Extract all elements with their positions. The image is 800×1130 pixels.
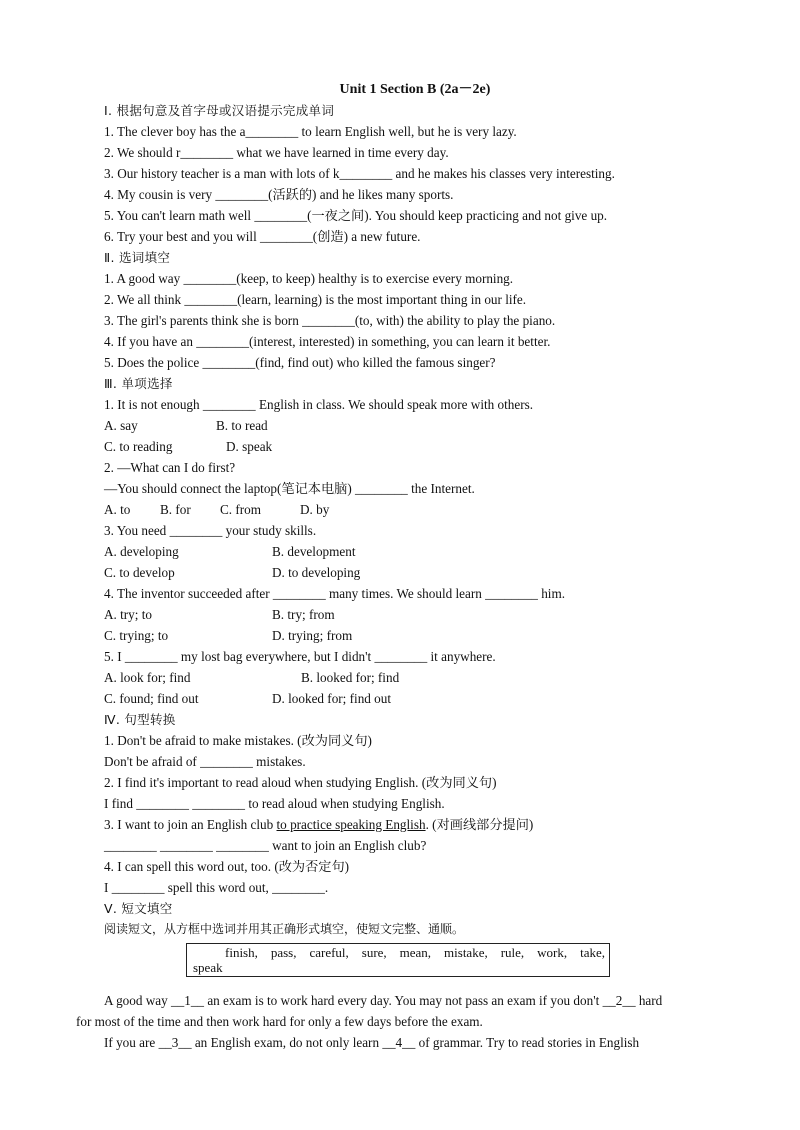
- section-4-heading: Ⅳ. 句型转换: [104, 712, 176, 727]
- p1-mid: an exam is to work hard every day. You may not pass an exam if you don't: [204, 993, 603, 1008]
- s4-a1: Don't be afraid of ________ mistakes.: [104, 754, 306, 769]
- s3-q2-options: [104, 499, 726, 520]
- section-2-heading: Ⅱ. 选词填空: [104, 250, 171, 265]
- s1-item-6: 6. Try your best and you will ________(创造) a new future.: [104, 229, 421, 244]
- passage-line: for most of the time and then work hard for only a few days before the exam.: [76, 1014, 483, 1029]
- word-box-line-2: speak: [193, 960, 223, 975]
- page-title: Unit 1 Section B (2a－2e): [339, 82, 491, 97]
- blank-2: __2__: [602, 993, 636, 1008]
- p2-mid: an English exam, do not only learn: [191, 1035, 383, 1050]
- option-d: D. trying; from: [272, 628, 353, 643]
- option-a: A. look for; find: [104, 670, 191, 685]
- s3-q3-options-row2: [104, 562, 726, 583]
- blank-4: __4__: [382, 1035, 416, 1050]
- s3-q5-options-row2: [104, 688, 726, 709]
- option-a: A. developing: [104, 544, 179, 559]
- s4-a3: ________ ________ ________ want to join an English club?: [104, 838, 427, 853]
- p1-post: hard: [635, 993, 663, 1008]
- word-box: [186, 943, 610, 977]
- option-b: B. looked for; find: [301, 670, 400, 685]
- s5-instruction: 阅读短文，从方框中选词并用其正确形式填空，使短文完整、通顺。: [104, 922, 465, 936]
- s2-item-2: 2. We all think ________(learn, learning) is the most important thing in our life.: [104, 292, 527, 307]
- s1-item-2: 2. We should r________ what we have learned in time every day.: [104, 145, 449, 160]
- option-d: D. by: [300, 502, 330, 517]
- p1-pre: A good way: [104, 993, 172, 1008]
- worksheet: [104, 79, 726, 982]
- s4-q3: [104, 814, 726, 835]
- passage-paragraph-2: [76, 1032, 724, 1053]
- s3-q1-options-row1: [104, 415, 726, 436]
- s2-item-3: 3. The girl's parents think she is born ________(to, with) the ability to play the piano.: [104, 313, 556, 328]
- s4-q4: 4. I can spell this word out, too. (改为否定句): [104, 859, 350, 874]
- s3-q4-options-row1: [104, 604, 726, 625]
- s3-q5: 5. I ________ my lost bag everywhere, but I didn't ________ it anywhere.: [104, 649, 496, 664]
- s4-q3-pre: 3. I want to join an English club: [104, 817, 277, 832]
- section-3-heading: Ⅲ. 单项选择: [104, 376, 173, 391]
- option-c: C. from: [220, 502, 262, 517]
- section-5-heading: Ⅴ. 短文填空: [104, 901, 173, 916]
- option-d: D. speak: [226, 439, 273, 454]
- passage-paragraph-1: [76, 990, 724, 1053]
- option-c: C. to develop: [104, 565, 175, 580]
- s3-q1: 1. It is not enough ________ English in class. We should speak more with others.: [104, 397, 534, 412]
- s3-q2: —You should connect the laptop(笔记本电脑) ________ the Internet.: [104, 481, 475, 496]
- option-b: B. development: [272, 544, 356, 559]
- option-c: C. found; find out: [104, 691, 199, 706]
- s4-a4: I ________ spell this word out, ________.: [104, 880, 329, 895]
- s1-item-3: 3. Our history teacher is a man with lots of k________ and he makes his classes very interesting.: [104, 166, 615, 181]
- s3-q3: 3. You need ________ your study skills.: [104, 523, 317, 538]
- section-1-heading: Ⅰ. 根据句意及首字母或汉语提示完成单词: [104, 103, 335, 118]
- s3-q4: 4. The inventor succeeded after ________ many times. We should learn ________ him.: [104, 586, 566, 601]
- s3-q2-prompt: 2. —What can I do first?: [104, 460, 236, 475]
- s1-item-5: 5. You can't learn math well ________(一夜之间). You should keep practicing and not give up.: [104, 208, 608, 223]
- s4-q2: 2. I find it's important to read aloud when studying English. (改为同义句): [104, 775, 497, 790]
- option-a: A. say: [104, 418, 138, 433]
- s1-item-4: 4. My cousin is very ________(活跃的) and he likes many sports.: [104, 187, 454, 202]
- s4-q1: 1. Don't be afraid to make mistakes. (改为同义句): [104, 733, 372, 748]
- option-b: B. for: [160, 502, 191, 517]
- option-b: B. try; from: [272, 607, 335, 622]
- blank-1: __1__: [171, 993, 205, 1008]
- s3-q3-options-row1: [104, 541, 726, 562]
- s3-q5-options-row1: [104, 667, 726, 688]
- p2-post: of grammar. Try to read stories in English: [415, 1035, 640, 1050]
- s4-a2: I find ________ ________ to read aloud when studying English.: [104, 796, 445, 811]
- s4-q3-underlined-phrase: to practice speaking English: [276, 817, 426, 832]
- s2-item-5: 5. Does the police ________(find, find out) who killed the famous singer?: [104, 355, 496, 370]
- option-c: C. trying; to: [104, 628, 169, 643]
- option-c: C. to reading: [104, 439, 173, 454]
- p2-pre: If you are: [104, 1035, 159, 1050]
- s3-q4-options-row2: [104, 625, 726, 646]
- option-d: D. looked for; find out: [272, 691, 392, 706]
- word-box-line-1: finish, pass, careful, sure, mean, mistake, rule, work, take,: [225, 945, 605, 960]
- s2-item-1: 1. A good way ________(keep, to keep) healthy is to exercise every morning.: [104, 271, 514, 286]
- option-a: A. try; to: [104, 607, 152, 622]
- s4-q3-post: . (对画线部分提问): [425, 817, 534, 832]
- passage-line: [76, 990, 724, 1011]
- option-b: B. to read: [216, 418, 268, 433]
- option-d: D. to developing: [272, 565, 361, 580]
- s1-item-1: 1. The clever boy has the a________ to learn English well, but he is very lazy.: [104, 124, 517, 139]
- word-box-wrapper: [104, 940, 726, 982]
- blank-3: __3__: [158, 1035, 192, 1050]
- option-a: A. to: [104, 502, 131, 517]
- s2-item-4: 4. If you have an ________(interest, interested) in something, you can learn it better.: [104, 334, 551, 349]
- s3-q1-options-row2: [104, 436, 726, 457]
